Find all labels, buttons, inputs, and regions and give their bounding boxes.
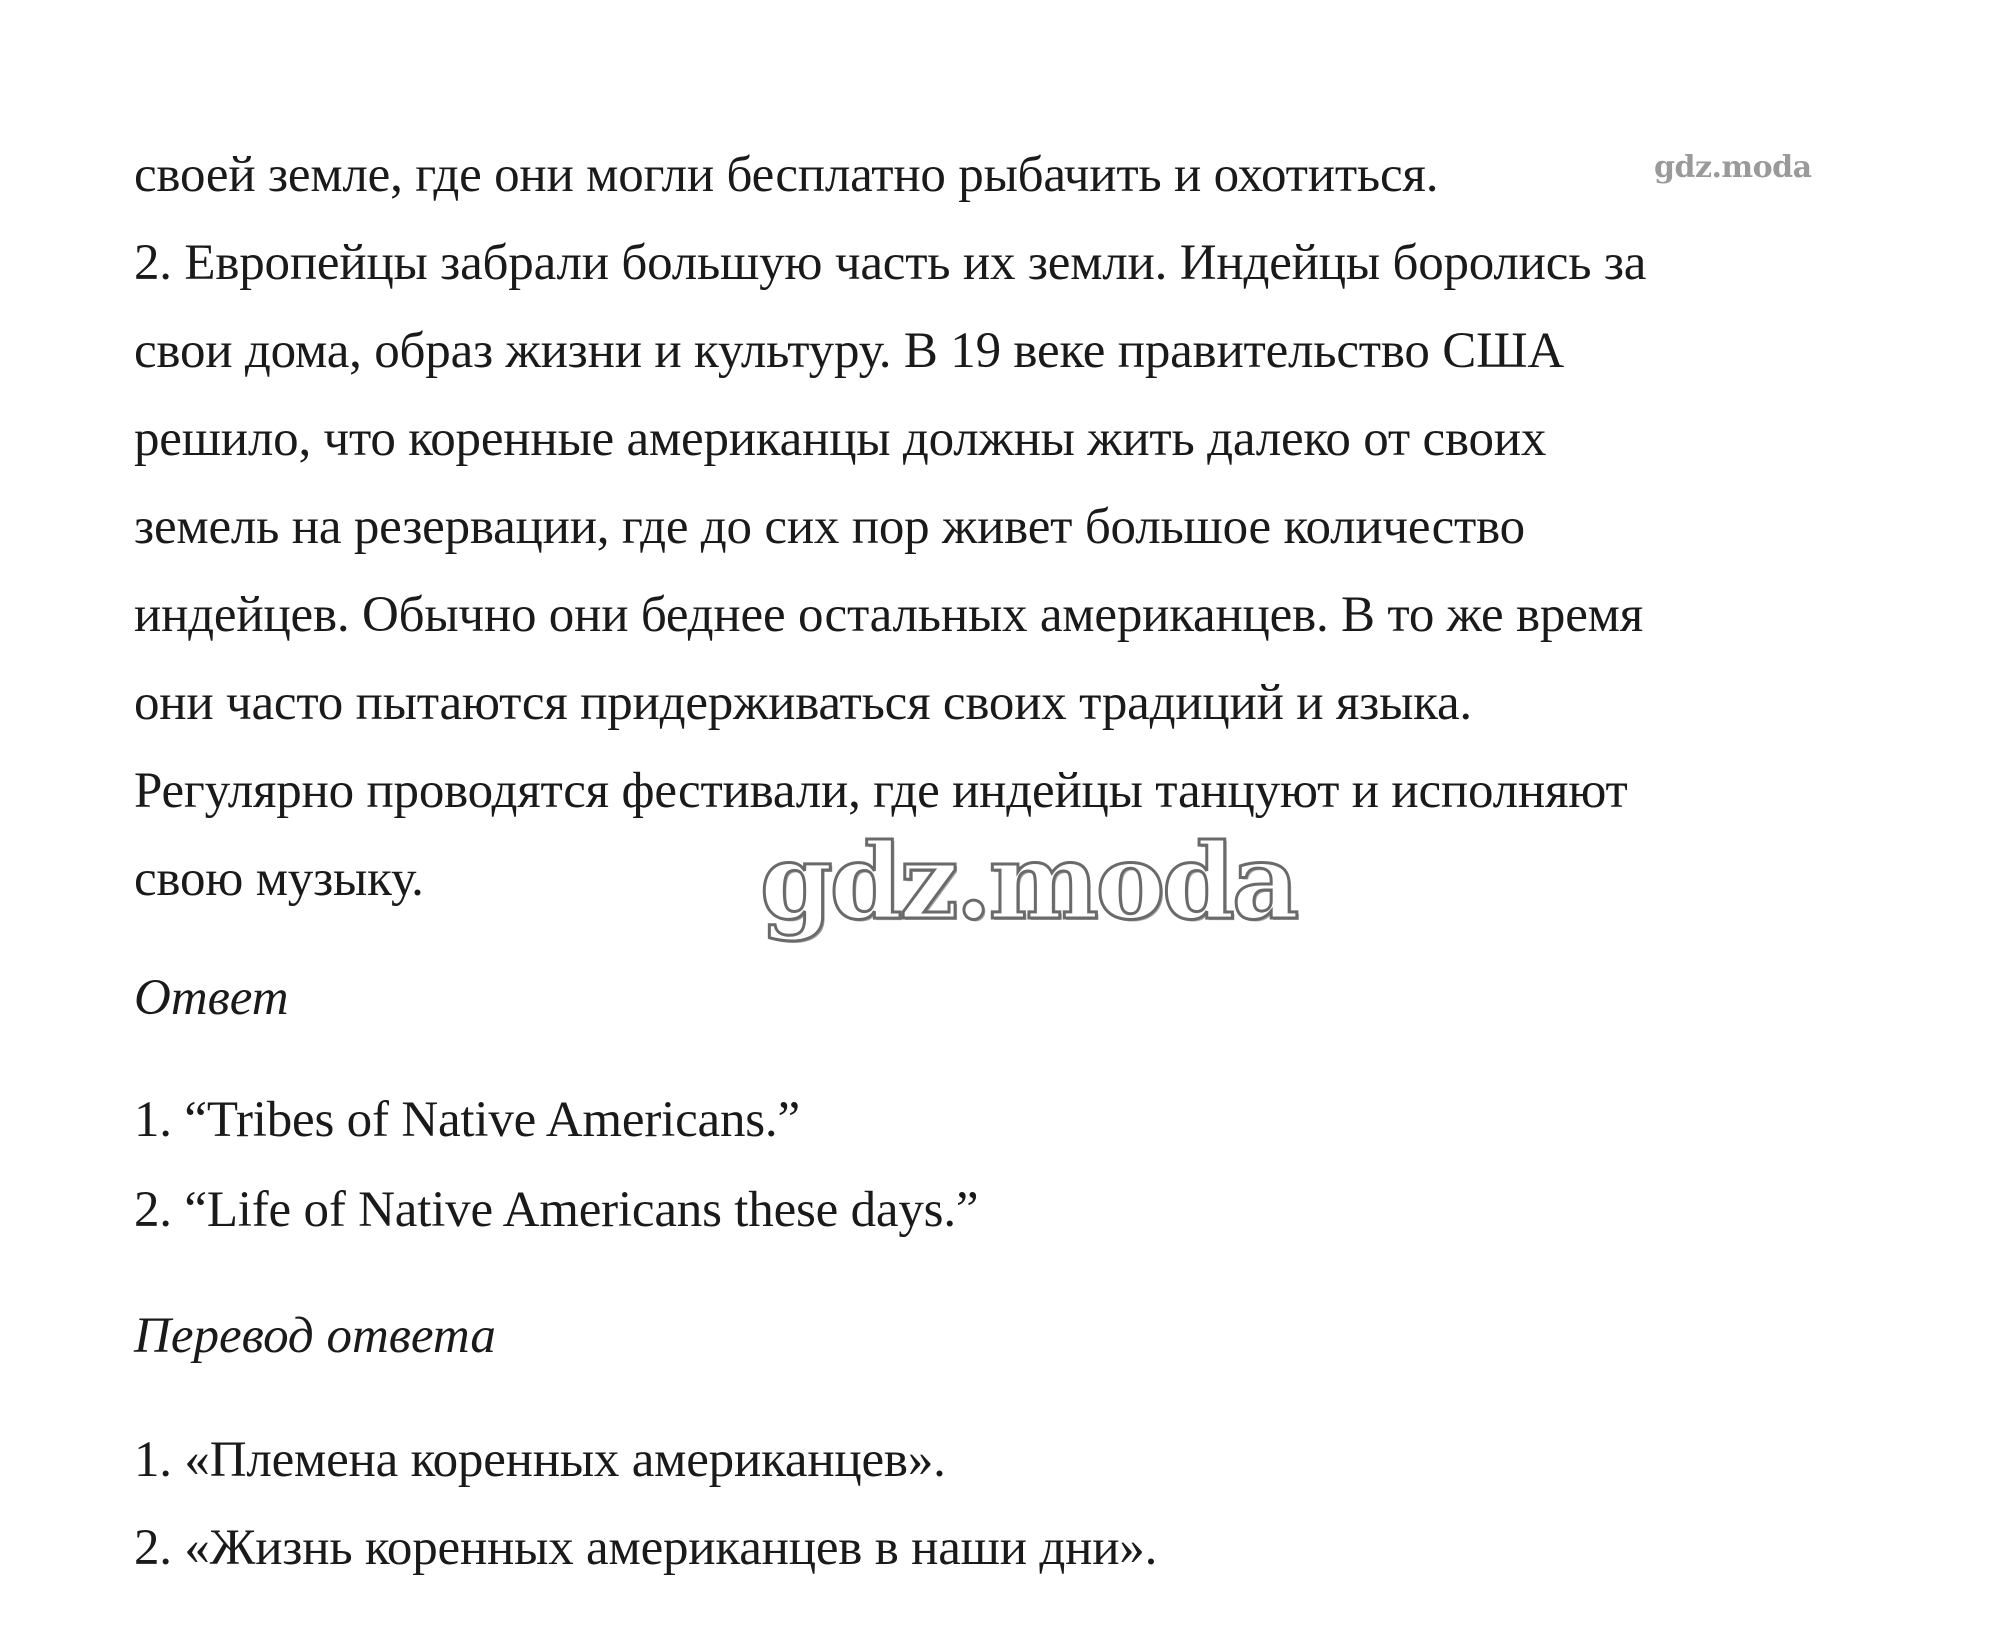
translation-item: 1. «Племена коренных американцев». (134, 1432, 946, 1488)
paragraph-line: земель на резервации, где до сих пор живет большое количество (134, 499, 1525, 555)
paragraph-line: индейцев. Обычно они беднее остальных американцев. В то же время (134, 587, 1643, 643)
translation-heading: Перевод ответа (134, 1308, 496, 1364)
paragraph-line: они часто пытаются придерживаться своих традиций и языка. (134, 675, 1472, 731)
paragraph-line: свою музыку. (134, 851, 424, 907)
paragraph-line: своей земле, где они могли бесплатно рыбачить и охотиться. (134, 147, 1439, 203)
watermark-small: gdz.moda (1654, 150, 1812, 185)
answer-item: 2. “Life of Native Americans these days.” (134, 1182, 979, 1238)
answer-heading: Ответ (134, 970, 289, 1026)
answer-item: 1. “Tribes of Native Americans.” (134, 1092, 800, 1148)
paragraph-line: свои дома, образ жизни и культуру. В 19 веке правительство США (134, 323, 1564, 379)
watermark-large: gdz.moda (760, 820, 1297, 943)
paragraph-line: Регулярно проводятся фестивали, где индейцы танцуют и исполняют (134, 763, 1628, 819)
translation-item: 2. «Жизнь коренных американцев в наши дни». (134, 1520, 1158, 1576)
paragraph-line: решило, что коренные американцы должны жить далеко от своих (134, 411, 1547, 467)
paragraph-line: 2. Европейцы забрали большую часть их земли. Индейцы боролись за (134, 235, 1647, 291)
